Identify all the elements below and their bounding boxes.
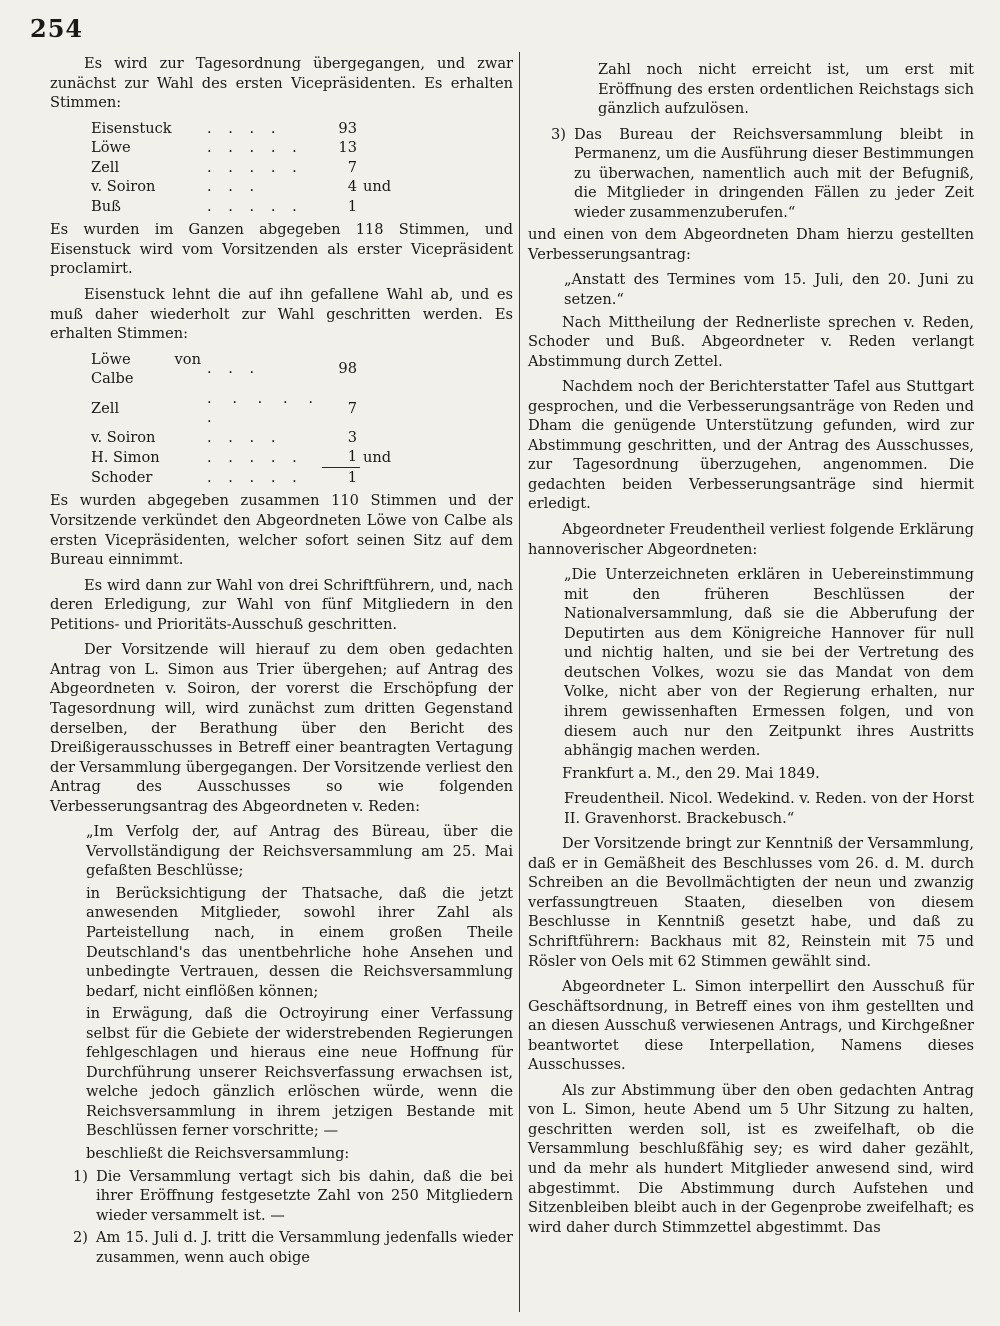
vote-count: 7	[347, 399, 357, 417]
vote-row	[88, 350, 394, 389]
quoted-declaration: „Die Unterzeichneten erklären in Uebereinstimmung mit den früheren Beschlüssen der Nationalversammlung, daß sie die Abberufung der Deputirten aus dem Königreiche Hannover für null und nichtig halten, und sie bei der Vertretung des deutschen Volkes, wozu sie das Mandat von dem Volke, nicht aber von der Regierung erhalten, nur ihrem gewissenhaften Ermessen folgen, und von diesem auch nur den Zeitpunkt ihres Austritts abhängig machen werden.	[564, 566, 974, 760]
vote-row	[88, 467, 394, 487]
vote-count: 13	[338, 139, 357, 157]
quoted-motion: beschließt die Reichsversammlung:	[86, 1144, 350, 1162]
paragraph: Es wurden abgegeben zusammen 110 Stimmen und der Vorsitzende verkündet den Abgeordneten Löwe von Calbe als ersten Vicepräsidenten, welcher sofort seinen Sitz auf dem Bureau einnimmt.	[50, 492, 513, 569]
candidate-name: v. Soiron	[91, 178, 156, 196]
vote-count: 1	[347, 448, 357, 466]
candidate-name: Zell	[91, 158, 120, 176]
signatories: Freudentheil. Nicol. Wedekind. v. Reden. von der Horst II. Gravenhorst. Brackebusch.“	[564, 790, 974, 827]
leader-dots: . . . . .	[207, 139, 303, 157]
vote-table-second-round	[88, 350, 394, 488]
vote-count: 7	[347, 158, 357, 176]
leader-dots: . . . .	[207, 119, 282, 137]
vote-count: 98	[338, 360, 357, 378]
candidate-name: Eisenstuck	[91, 119, 172, 137]
vote-count: 93	[338, 119, 357, 137]
vote-count: 1	[347, 197, 357, 215]
vote-note	[360, 158, 394, 178]
quoted-motion: in Erwägung, daß die Octroyirung einer Verfassung selbst für die Gebiete der widerstrebenden Regierungen fehlgeschlagen und hieraus eine neue Hoffnung für Durchführung unserer Reichsverfassung erwachsen ist, welche jedoch gänzlich erlöschen würde, wenn die Reichsversammlung in ihrem jetzigen Bestande mit Beschlüssen ferner vorschritte; —	[86, 1005, 513, 1140]
numbered-item	[528, 125, 974, 223]
vote-row	[88, 197, 394, 217]
vote-row	[88, 447, 394, 467]
vote-note: und	[363, 178, 392, 196]
candidate-name: Schoder	[91, 468, 153, 486]
vote-count: 4	[347, 178, 357, 196]
leader-dots: . . . . .	[207, 158, 303, 176]
date-line: Frankfurt a. M., den 29. Mai 1849.	[562, 764, 820, 782]
item-number: 3)	[551, 125, 566, 143]
paragraph: Nachdem noch der Berichterstatter Tafel aus Stuttgart gesprochen, und die Verbesserungsanträge von Reden und Dham die genügende Unterstützung gefunden, wird zur Abstimmung geschritten, und der Antrag des Ausschusses, zur Tagesordnung überzugehen, angenommen. Die gedachten beiden Verbesserungsanträge sind hiermit erledigt.	[528, 378, 974, 513]
vote-row	[88, 138, 394, 158]
item-text: Am 15. Juli d. J. tritt die Versammlung jedenfalls wieder zusammen, wenn auch obige	[96, 1229, 513, 1266]
paragraph: Als zur Abstimmung über den oben gedachten Antrag von L. Simon, heute Abend um 5 Uhr Sitzung zu halten, geschritten werden soll, ist es zweifelhaft, ob die Versammlung beschlußfähig sey; es wird daher gezählt, und da mehr als hundert Mitglieder anwesend sind, wird abgestimmt. Die Abstimmung durch Aufstehen und Sitzenbleiben bleibt auch in der Gegenprobe zweifelhaft; es wird daher durch Stimmzettel abgestimmt. Das	[528, 1081, 974, 1236]
left-column	[50, 54, 513, 1270]
paragraph: Es wird dann zur Wahl von drei Schriftführern, und, nach deren Erledigung, zur Wahl von fünf Mitgliedern in den Petitions- und Prioritäts-Ausschuß geschritten.	[50, 576, 513, 633]
leader-dots: . . . .	[207, 428, 282, 446]
vote-row	[88, 119, 394, 139]
vote-note	[360, 389, 394, 428]
paragraph: Es wird zur Tagesordnung übergegangen, und zwar zunächst zur Wahl des ersten Vicepräsidenten. Es erhalten Stimmen:	[50, 55, 513, 112]
candidate-name: Löwe von Calbe	[91, 350, 201, 388]
vote-row	[88, 177, 394, 197]
candidate-name: v. Soiron	[91, 428, 156, 446]
candidate-name: Buß	[91, 197, 121, 215]
leader-dots: . . . . .	[207, 468, 303, 486]
numbered-item	[50, 1167, 513, 1226]
paragraph: und einen von dem Abgeordneten Dham hierzu gestellten Verbesserungsantrag:	[528, 226, 974, 263]
paragraph: Eisenstuck lehnt die auf ihn gefallene Wahl ab, und es muß daher wiederholt zur Wahl geschritten werden. Es erhalten Stimmen:	[50, 286, 513, 343]
vote-note: und	[363, 448, 392, 466]
item-text: Das Bureau der Reichsversammlung bleibt in Permanenz, um die Ausführung dieser Bestimmungen zu überwachen, namentlich auch mit der Befugniß, die Mitglieder in dringenden Fällen zu jeder Zeit wieder zusammenzuberufen.“	[574, 125, 974, 221]
paragraph: Es wurden im Ganzen abgegeben 118 Stimmen, und Eisenstuck wird vom Vorsitzenden als erster Vicepräsident proclamirt.	[50, 221, 513, 278]
leader-dots: . . .	[207, 360, 261, 378]
page-number: 254	[30, 14, 84, 43]
paragraph: Der Vorsitzende will hierauf zu dem oben gedachten Antrag von L. Simon aus Trier übergehen; auf Antrag des Abgeordneten v. Soiron, der vorerst die Erschöpfung der Tagesordnung will, wird zunächst zum dritten Gegenstand derselben, der Berathung über den Bericht des Dreißigerausschusses in Betreff einer beantragten Vertagung der Versammlung übergegangen. Der Vorsitzende verliest den Antrag des Ausschusses so wie folgenden Verbesserungsantrag des Abgeordneten v. Reden:	[50, 641, 513, 815]
vote-row	[88, 158, 394, 178]
item-text: Die Versammlung vertagt sich bis dahin, daß die bei ihrer Eröffnung festgesetzte Zahl von 250 Mitgliedern wieder versammelt ist. —	[96, 1167, 513, 1224]
quoted-motion: in Berücksichtigung der Thatsache, daß die jetzt anwesenden Mitglieder, sowohl ihrer Zahl als Parteistellung nach, in einem großen Theile Deutschland's das unentbehrliche hohe Ansehen und unbedingte Vertrauen, dessen die Reichsversammlung bedarf, nicht einflößen können;	[86, 884, 513, 1000]
leader-dots: . . . . . .	[207, 389, 319, 427]
right-column	[528, 60, 974, 1243]
paragraph: Abgeordneter L. Simon interpellirt den Ausschuß für Geschäftsordnung, in Betreff eines von ihm gestellten und an diesen Ausschuß verwiesenen Antrags, und Kirchgeßner beantwortet diese Interpellation, Namens dieses Ausschusses.	[528, 978, 974, 1074]
column-divider	[519, 52, 520, 1312]
vote-count: 3	[347, 428, 357, 446]
paragraph: Nach Mittheilung der Rednerliste sprechen v. Reden, Schoder und Buß. Abgeordneter v. Reden verlangt Abstimmung durch Zettel.	[528, 313, 974, 370]
paragraph: Zahl noch nicht erreicht ist, um erst mit Eröffnung des ersten ordentlichen Reichstags sich gänzlich aufzulösen.	[598, 61, 974, 118]
item-number: 2)	[73, 1229, 88, 1247]
vote-table-first-round	[88, 119, 394, 217]
vote-note	[360, 197, 394, 217]
numbered-item	[50, 1228, 513, 1267]
vote-note	[360, 428, 394, 448]
paragraph: Abgeordneter Freudentheil verliest folgende Erklärung hannoverischer Abgeordneten:	[528, 521, 974, 558]
vote-note	[360, 350, 394, 389]
item-number: 1)	[73, 1167, 88, 1185]
candidate-name: H. Simon	[91, 448, 160, 466]
vote-note	[360, 138, 394, 158]
candidate-name: Löwe	[91, 139, 131, 157]
leader-dots: . . .	[207, 178, 261, 196]
vote-row	[88, 428, 394, 448]
vote-row	[88, 389, 394, 428]
vote-note	[360, 119, 394, 139]
candidate-name: Zell	[91, 399, 120, 417]
quoted-motion: „Im Verfolg der, auf Antrag des Büreau, über die Vervollständigung der Reichsversammlung am 25. Mai gefaßten Beschlüsse;	[86, 823, 513, 880]
paragraph: Der Vorsitzende bringt zur Kenntniß der Versammlung, daß er in Gemäßheit des Beschlusses vom 26. d. M. durch Schreiben an die Bevollmächtigten der neun und zwanzig verfassungtreuen Staaten, dieselben von diesem Beschlusse in Kenntniß gesetzt habe, und daß zu Schriftführern: Backhaus mit 82, Reinstein mit 75 und Rösler von Oels mit 62 Stimmen gewählt sind.	[528, 835, 974, 970]
leader-dots: . . . . .	[207, 197, 303, 215]
leader-dots: . . . . .	[207, 448, 303, 466]
vote-note	[360, 467, 394, 487]
vote-count: 1	[322, 467, 360, 487]
quoted-motion: „Anstatt des Termines vom 15. Juli, den 20. Juni zu setzen.“	[564, 271, 974, 309]
